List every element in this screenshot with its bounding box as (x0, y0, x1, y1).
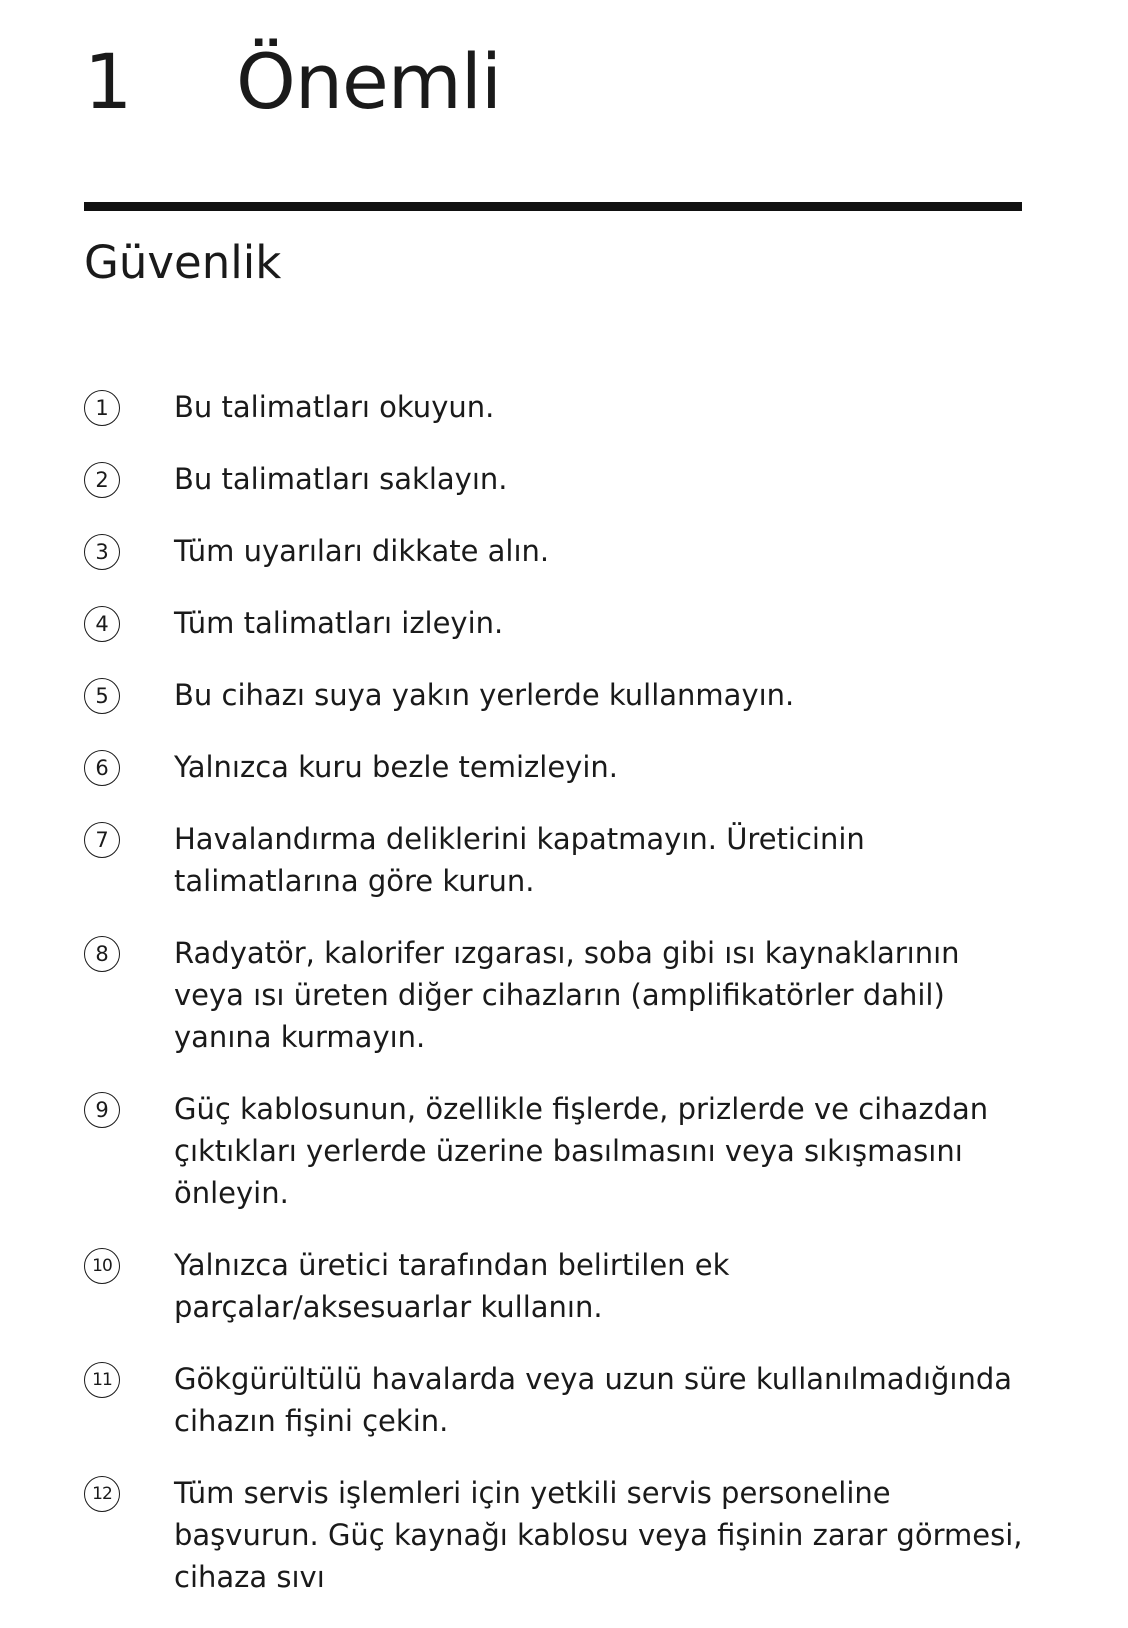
item-number-badge: 4 (84, 606, 120, 642)
list-item (84, 746, 1034, 788)
item-text: Tüm uyarıları dikkate alın. (174, 534, 550, 568)
item-number-badge: 11 (84, 1362, 120, 1398)
list-item (84, 458, 1034, 500)
item-text: Gökgürültülü havalarda veya uzun süre kullanılmadığında cihazın fişini çekin. (174, 1362, 1013, 1438)
list-item (84, 602, 1034, 644)
list-item (84, 386, 1034, 428)
list-item (84, 530, 1034, 572)
item-number-badge: 1 (84, 390, 120, 426)
item-text: Yalnızca üretici tarafından belirtilen ek parçalar/aksesuarlar kullanın. (174, 1248, 730, 1324)
list-item (84, 932, 1034, 1058)
item-text: Bu talimatları saklayın. (174, 462, 508, 496)
item-number-badge: 12 (84, 1476, 120, 1512)
item-text: Tüm talimatları izleyin. (174, 606, 504, 640)
item-number-badge: 10 (84, 1248, 120, 1284)
item-number-badge: 3 (84, 534, 120, 570)
list-item (84, 818, 1034, 902)
heading-divider (84, 202, 1022, 211)
item-number-badge: 7 (84, 822, 120, 858)
safety-instructions-list (84, 386, 1034, 1628)
item-text: Bu cihazı suya yakın yerlerde kullanmayın. (174, 678, 795, 712)
list-item (84, 1244, 1034, 1328)
item-text: Güç kablosunun, özellikle fişlerde, prizlerde ve cihazdan çıktıkları yerlerde üzerine basılmasını veya sıkışmasını önleyin. (174, 1092, 989, 1210)
item-text: Yalnızca kuru bezle temizleyin. (174, 750, 618, 784)
item-text: Radyatör, kalorifer ızgarası, soba gibi ısı kaynaklarının veya ısı üreten diğer cihazların (amplifikatörler dahil) yanına kurmayın. (174, 936, 960, 1054)
section-title: Güvenlik (84, 236, 282, 289)
item-number-badge: 2 (84, 462, 120, 498)
list-item (84, 1472, 1034, 1598)
chapter-title: Önemli (236, 37, 502, 126)
item-number-badge: 5 (84, 678, 120, 714)
chapter-number: 1 (84, 37, 132, 126)
item-text: Bu talimatları okuyun. (174, 390, 495, 424)
item-text: Tüm servis işlemleri için yetkili servis personeline başvurun. Güç kaynağı kablosu veya fişinin zarar görmesi, cihaza sıvı (174, 1476, 1023, 1594)
list-item (84, 1088, 1034, 1214)
chapter-heading (84, 37, 502, 144)
list-item (84, 674, 1034, 716)
item-number-badge: 8 (84, 936, 120, 972)
item-number-badge: 6 (84, 750, 120, 786)
item-number-badge: 9 (84, 1092, 120, 1128)
list-item (84, 1358, 1034, 1442)
item-text: Havalandırma deliklerini kapatmayın. Üreticinin talimatlarına göre kurun. (174, 822, 865, 898)
